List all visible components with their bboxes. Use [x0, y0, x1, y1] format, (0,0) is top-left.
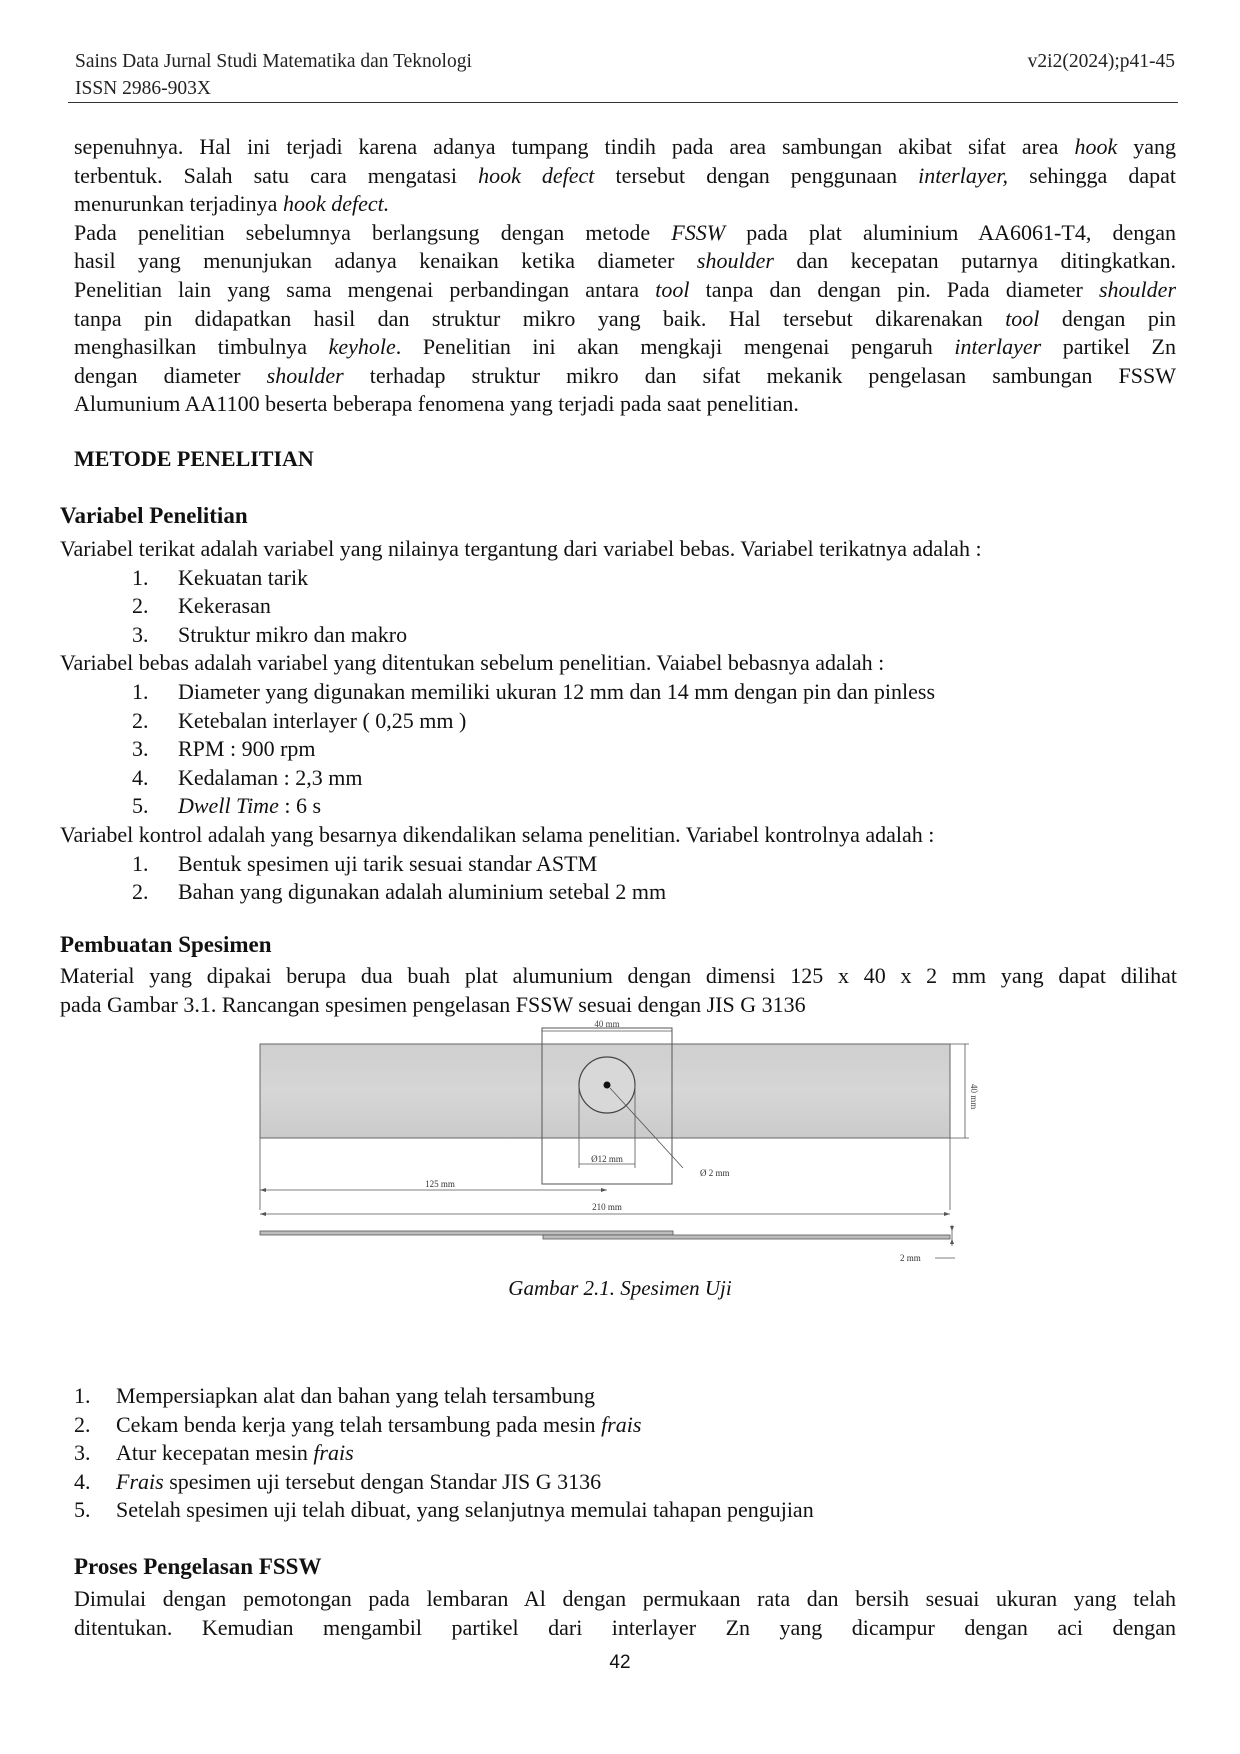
text-run-italic: hook	[1074, 134, 1118, 159]
terikat-intro: Variabel terikat adalah variabel yang nilainya tergantung dari variabel bebas. Variabel terikatnya adalah :	[60, 536, 982, 561]
bebas-intro: Variabel bebas adalah variabel yang ditentukan sebelum penelitian. Vaiabel bebasnya adalah :	[60, 650, 885, 676]
dim-210-label: 210 mm	[592, 1202, 622, 1212]
text-run: tanpa pin didapatkan hasil dan struktur mikro yang baik. Hal tersebut dikarenakan	[74, 305, 1006, 331]
subsection-heading: Pembuatan Spesimen	[60, 932, 272, 957]
text-run-italic: hook defect.	[282, 191, 390, 217]
list-text: RPM : 900 rpm	[178, 736, 316, 762]
subsection-heading: Variabel Penelitian	[60, 503, 248, 528]
list-number: 2.	[132, 707, 149, 733]
dim-arrow	[950, 1226, 954, 1231]
text-run-italic: shoulder	[1099, 276, 1176, 302]
text-run-italic: shoulder	[266, 362, 344, 388]
list-text: Bentuk spesimen uji tarik sesuai standar ASTM	[178, 850, 598, 876]
page-number: 42	[609, 1652, 631, 1673]
intro-line	[74, 390, 1176, 419]
list-number: 4.	[74, 1468, 91, 1494]
kontrol-intro: Variabel kontrol adalah yang besarnya dikendalikan selama penelitian. Variabel kontrolnya adalah :	[60, 821, 935, 847]
intro-line	[74, 219, 1176, 248]
text-run-italic: FSSW	[671, 219, 726, 245]
text-run: partikel Zn	[1041, 334, 1176, 360]
list-number: 1.	[74, 1383, 91, 1408]
list-item	[60, 707, 1180, 736]
list-item	[60, 735, 1180, 764]
list-item	[60, 564, 1180, 593]
text-run-italic: tool	[655, 276, 690, 302]
text-run: menurunkan terjadinya	[74, 191, 283, 217]
dim-arrow	[944, 1212, 950, 1216]
dim-40-side-label: 40 mm	[969, 1084, 979, 1110]
text-run: Pada penelitian sebelumnya berlangsung dengan metode	[74, 219, 672, 245]
text-run-italic: keyhole	[328, 334, 396, 360]
dim-2-label: Ø 2 mm	[700, 1168, 730, 1178]
section-heading: METODE PENELITIAN	[74, 446, 314, 471]
list-item	[74, 1496, 1174, 1525]
text-run: terhadap struktur mikro dan sifat mekanik pengelasan sambungan FSSW	[343, 362, 1176, 388]
list-text: Ketebalan interlayer ( 0,25 mm )	[178, 707, 467, 733]
list-number: 4.	[132, 764, 149, 790]
text-run: yang	[1117, 134, 1177, 159]
list-item	[74, 1468, 1174, 1497]
list-text: Bahan yang digunakan adalah aluminium setebal 2 mm	[178, 879, 667, 905]
list-number: 3.	[74, 1440, 91, 1466]
list-item	[60, 764, 1180, 793]
dim-12-label: Ø12 mm	[591, 1154, 623, 1164]
list-item	[74, 1439, 1174, 1468]
text-run-italic: interlayer	[954, 334, 1042, 360]
subsection-heading: Proses Pengelasan FSSW	[74, 1554, 322, 1579]
figure-caption: Gambar 2.1. Spesimen Uji	[508, 1276, 732, 1300]
list-text: Kedalaman : 2,3 mm	[178, 764, 363, 790]
spesimen-line: pada Gambar 3.1. Rancangan spesimen pengelasan FSSW sesuai dengan JIS G 3136	[60, 991, 806, 1017]
side-plate-bottom	[543, 1235, 950, 1239]
dim-40-top-label: 40 mm	[594, 1019, 620, 1029]
variabel-block	[60, 535, 1180, 907]
list-number: 2.	[132, 879, 149, 905]
dim-thick-label: 2 mm	[900, 1253, 921, 1263]
text-run: sehingga dapat	[1008, 162, 1176, 188]
text-run: menghasilkan timbulnya	[74, 334, 329, 360]
text-run: dengan pin	[1039, 305, 1176, 331]
text-run: Penelitian lain yang sama mengenai perbandingan antara	[74, 276, 656, 302]
spesimen-line: Material yang dipakai berupa dua buah plat alumunium dengan dimensi 125 x 40 x 2 mm yang dapat dilihat	[60, 963, 1177, 988]
list-text: Diameter yang digunakan memiliki ukuran 12 mm dan 14 mm dengan pin dan pinless	[178, 678, 936, 704]
dim-arrow	[260, 1212, 266, 1216]
text-run-italic: hook defect	[478, 162, 595, 188]
intro-line	[74, 276, 1176, 305]
terikat-list	[60, 564, 1180, 650]
text-run: dengan diameter	[74, 362, 267, 388]
list-number: 1.	[132, 564, 149, 590]
proses-paragraph	[74, 1585, 1176, 1642]
text-run: pada plat aluminium AA6061-T4, dengan	[725, 219, 1177, 245]
intro-line	[74, 190, 1176, 219]
list-text: Setelah spesimen uji telah dibuat, yang selanjutnya memulai tahapan pengujian	[116, 1497, 814, 1523]
proses-line: Dimulai dengan pemotongan pada lembaran Al dengan permukaan rata dan bersih sesuai ukuran yang telah	[74, 1586, 1176, 1611]
list-item	[60, 792, 1180, 821]
list-item	[60, 678, 1180, 707]
list-number: 5.	[74, 1497, 91, 1523]
list-number: 2.	[132, 593, 149, 619]
text-run: : 6 s	[278, 793, 322, 819]
list-number: 3.	[132, 736, 149, 762]
text-run-italic: shoulder	[696, 248, 774, 274]
dim-125-label: 125 mm	[425, 1179, 455, 1189]
kontrol-list	[60, 850, 1180, 907]
dim-arrow	[601, 1188, 607, 1192]
header-divider	[68, 102, 1178, 103]
bebas-list-last	[60, 792, 1180, 821]
list-text: Kekerasan	[178, 593, 271, 619]
intro-line	[74, 305, 1176, 334]
text-run: Alumunium AA1100 beserta beberapa fenomena yang terjadi pada saat penelitian.	[74, 391, 799, 417]
list-text: Atur kecepatan mesin frais	[116, 1440, 354, 1466]
intro-line	[74, 247, 1176, 276]
bebas-list	[60, 678, 1180, 792]
specimen-drawing	[255, 1018, 979, 1263]
list-number: 1.	[132, 678, 149, 704]
list-item	[60, 621, 1180, 650]
text-run: tanpa dan dengan pin. Pada diameter	[689, 276, 1099, 302]
journal-title: Sains Data Jurnal Studi Matematika dan Teknologi	[75, 51, 472, 72]
intro-line	[74, 362, 1176, 391]
text-run: dan kecepatan putarnya ditingkatkan.	[773, 248, 1177, 274]
side-plate-top	[260, 1231, 673, 1235]
list-text: Mempersiapkan alat dan bahan yang telah tersambung	[116, 1383, 595, 1408]
list-text: Struktur mikro dan makro	[178, 621, 408, 647]
intro-paragraph	[74, 133, 1176, 419]
text-run: terbentuk. Salah satu cara mengatasi	[74, 162, 479, 188]
proses-line: ditentukan. Kemudian mengambil partikel dari interlayer Zn yang dicampur dengan aci dengan	[74, 1614, 1176, 1640]
list-number: 5.	[132, 793, 149, 819]
text-run-italic: interlayer,	[918, 162, 1008, 188]
intro-line	[74, 133, 1176, 162]
dim-arrow	[950, 1239, 954, 1244]
list-item	[60, 850, 1180, 879]
list-number: 2.	[74, 1411, 91, 1437]
journal-volume: v2i2(2024);p41-45	[1027, 51, 1175, 72]
list-text	[178, 792, 321, 821]
journal-issn: ISSN 2986-903X	[75, 78, 211, 99]
text-run-italic: tool	[1005, 305, 1040, 331]
steps-block	[74, 1382, 1174, 1525]
list-text: Cekam benda kerja yang telah tersambung pada mesin frais	[116, 1411, 642, 1437]
running-header	[75, 48, 1175, 102]
list-text: Kekuatan tarik	[178, 564, 309, 590]
text-run: hasil yang menunjukan adanya kenaikan ketika diameter	[74, 248, 697, 274]
list-number: 1.	[132, 850, 149, 876]
list-text: Frais spesimen uji tersebut dengan Standar JIS G 3136	[116, 1468, 602, 1494]
text-run: sepenuhnya. Hal ini terjadi karena adanya tumpang tindih pada area sambungan akibat sifat area	[74, 134, 1075, 159]
intro-line	[74, 333, 1176, 362]
text-run: . Penelitian ini akan mengkaji mengenai pengaruh	[395, 334, 955, 360]
spesimen-paragraph	[60, 962, 1177, 1019]
pin-dot	[604, 1082, 611, 1089]
text-run: tersebut dengan penggunaan	[594, 162, 919, 188]
dim-arrow	[260, 1188, 266, 1192]
list-item	[74, 1382, 1174, 1411]
list-item	[60, 592, 1180, 621]
list-number: 3.	[132, 621, 149, 647]
list-item	[74, 1411, 1174, 1440]
intro-line	[74, 162, 1176, 191]
list-item	[60, 878, 1180, 907]
steps-list	[74, 1382, 1174, 1525]
text-run-italic: Dwell Time	[178, 793, 279, 819]
